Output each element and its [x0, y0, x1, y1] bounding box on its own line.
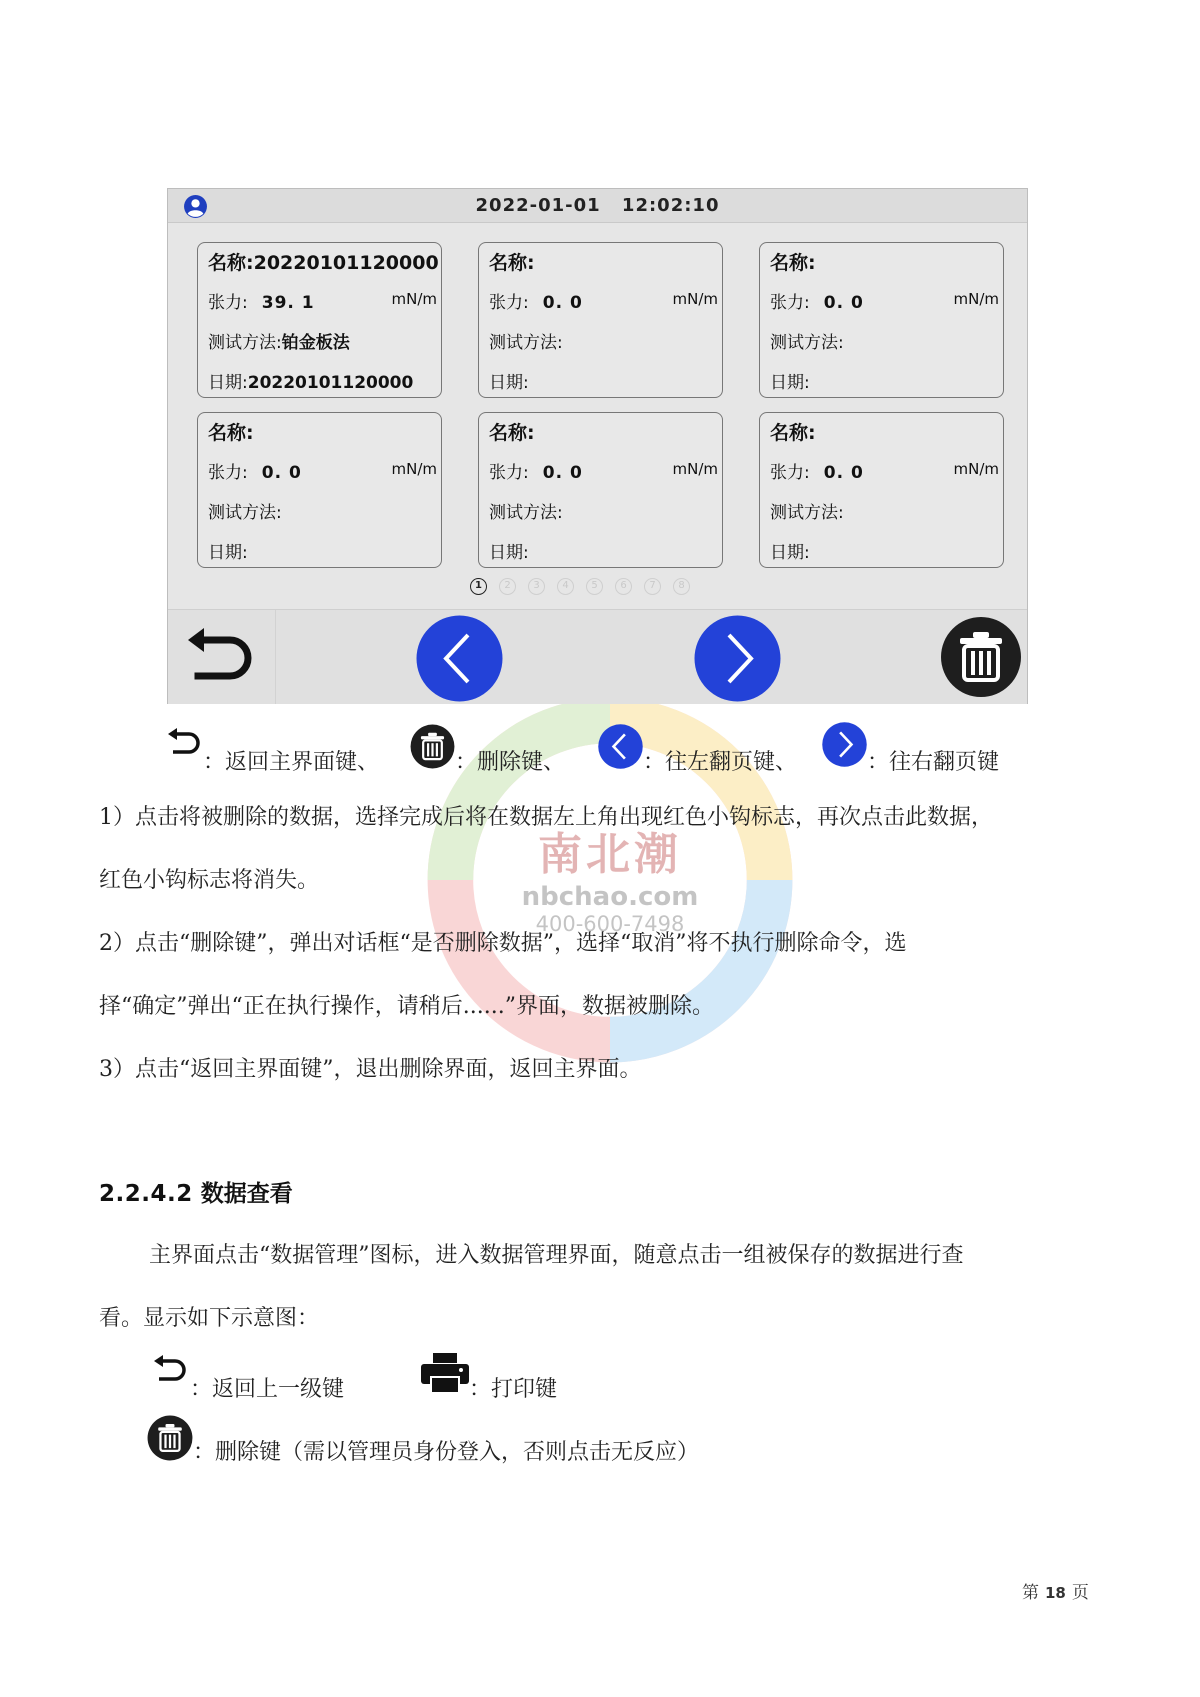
card-date-value: 20220101120000 — [247, 373, 414, 393]
card-tension-label: 张力: — [489, 463, 529, 483]
page-dot[interactable]: 4 — [557, 578, 574, 595]
data-card[interactable] — [759, 412, 1004, 568]
page-dot[interactable]: 1 — [470, 578, 487, 595]
card-name-row — [770, 418, 1001, 445]
card-method-label: 测试方法: — [208, 333, 282, 353]
section-heading — [99, 1175, 293, 1208]
datetime: 2022-01-01 12:02:10 — [475, 195, 720, 216]
card-name-label: 名称: — [770, 252, 816, 274]
legend2-delete-text: ：删除键（需以管理员身份登入，否则点击无反应） — [193, 1440, 700, 1465]
page-dot[interactable]: 8 — [673, 578, 690, 595]
card-date-label: 日期: — [770, 373, 810, 393]
card-date-label: 日期: — [208, 373, 248, 393]
card-unit: mN/m — [953, 290, 999, 308]
card-tension-row — [208, 288, 439, 313]
card-tension-value: 0. 0 — [823, 293, 864, 313]
card-tension-row — [770, 288, 1001, 313]
card-date-row — [770, 368, 1001, 393]
card-unit: mN/m — [672, 460, 718, 478]
device-screen — [167, 188, 1028, 704]
card-date-row — [208, 538, 439, 563]
card-tension-value: 0. 0 — [823, 463, 864, 483]
trash-icon — [147, 1415, 193, 1461]
printer-icon — [421, 1353, 469, 1393]
card-name-label: 名称: — [208, 252, 254, 274]
card-method-value: 铂金板法 — [281, 333, 350, 353]
page-footer — [1022, 1578, 1089, 1603]
card-method-row — [770, 498, 1001, 523]
page-dot[interactable]: 3 — [528, 578, 545, 595]
card-date-row — [770, 538, 1001, 563]
legend-back-text: ：返回主界面键、 — [203, 750, 380, 775]
card-method-row — [770, 328, 1001, 353]
page-number: 18 — [1045, 1584, 1066, 1602]
card-unit: mN/m — [391, 290, 437, 308]
data-card[interactable] — [478, 242, 723, 398]
data-card[interactable] — [478, 412, 723, 568]
card-name-label: 名称: — [208, 422, 254, 444]
trash-icon — [410, 724, 455, 769]
card-method-label: 测试方法: — [208, 503, 282, 523]
section-number: 2.2.4.2 — [99, 1181, 193, 1207]
card-method-row — [208, 328, 439, 353]
legend-prev-text: ：往左翻页键、 — [643, 750, 798, 775]
legend-next-text: ：往右翻页键 — [867, 750, 1000, 775]
back-arrow-icon[interactable] — [186, 628, 256, 690]
card-tension-value: 0. 0 — [542, 293, 583, 313]
footer-suffix: 页 — [1071, 1583, 1089, 1603]
card-tension-label: 张力: — [208, 293, 248, 313]
card-name-row — [208, 418, 439, 445]
card-date-row — [208, 368, 439, 393]
card-method-label: 测试方法: — [770, 503, 844, 523]
paragraph-3: 3）点击“返回主界面键”，退出删除界面，返回主界面。 — [99, 1057, 642, 1082]
prev-page-button[interactable] — [416, 615, 503, 702]
card-name-label: 名称: — [770, 422, 816, 444]
paragraph-1-line-1: 1）点击将被删除的数据，选择完成后将在数据左上角出现红色小钩标志，再次点击此数据， — [99, 805, 994, 830]
card-date-row — [489, 368, 720, 393]
card-name-label: 名称: — [489, 422, 535, 444]
chevron-left-icon — [598, 724, 643, 769]
card-tension-row — [208, 458, 439, 483]
page-dot[interactable]: 6 — [615, 578, 632, 595]
section-title: 数据查看 — [200, 1181, 293, 1207]
card-name-label: 名称: — [489, 252, 535, 274]
card-method-label: 测试方法: — [489, 503, 563, 523]
card-date-label: 日期: — [770, 543, 810, 563]
page-dot[interactable]: 7 — [644, 578, 661, 595]
card-name-row — [489, 248, 720, 275]
card-name-row — [770, 248, 1001, 275]
card-unit: mN/m — [391, 460, 437, 478]
legend2-back-text: ：返回上一级键 — [190, 1377, 345, 1402]
card-tension-label: 张力: — [208, 463, 248, 483]
card-tension-label: 张力: — [770, 463, 810, 483]
page-dot[interactable]: 5 — [586, 578, 603, 595]
card-name-row — [489, 418, 720, 445]
card-method-label: 测试方法: — [489, 333, 563, 353]
card-name-value: 20220101120000 — [253, 252, 439, 274]
card-name-row — [208, 248, 439, 275]
card-unit: mN/m — [953, 460, 999, 478]
card-tension-value: 0. 0 — [261, 463, 302, 483]
watermark-brand: 南北潮 — [538, 829, 682, 880]
device-toolbar — [168, 609, 1027, 704]
chevron-right-icon — [822, 722, 867, 767]
card-tension-label: 张力: — [489, 293, 529, 313]
card-method-row — [489, 328, 720, 353]
paragraph-2-line-2: 择“确定”弹出“正在执行操作，请稍后......”界面，数据被删除。 — [99, 994, 714, 1019]
data-card[interactable] — [759, 242, 1004, 398]
paragraph-2-line-1: 2）点击“删除键”，弹出对话框“是否删除数据”，选择“取消”将不执行删除命令，选 — [99, 931, 907, 956]
next-page-button[interactable] — [694, 615, 781, 702]
section-body-line-2: 看。显示如下示意图： — [99, 1306, 320, 1331]
legend-delete-text: ：删除键、 — [455, 750, 566, 775]
card-method-label: 测试方法: — [770, 333, 844, 353]
card-date-label: 日期: — [208, 543, 248, 563]
page-dot[interactable]: 2 — [499, 578, 516, 595]
trash-icon[interactable] — [940, 616, 1022, 698]
card-date-label: 日期: — [489, 543, 529, 563]
data-card[interactable] — [197, 412, 442, 568]
watermark-phone: 400-600-7498 — [535, 912, 685, 936]
card-method-row — [489, 498, 720, 523]
data-card[interactable] — [197, 242, 442, 398]
card-tension-row — [489, 458, 720, 483]
page-indicator — [470, 578, 690, 598]
device-header — [168, 189, 1027, 223]
watermark-text — [500, 818, 720, 936]
section-body-line-1: 主界面点击“数据管理”图标，进入数据管理界面，随意点击一组被保存的数据进行查 — [149, 1243, 964, 1268]
card-method-row — [208, 498, 439, 523]
card-tension-row — [489, 288, 720, 313]
paragraph-1-line-2: 红色小钩标志将消失。 — [99, 868, 320, 893]
toolbar-divider — [275, 610, 276, 704]
footer-prefix: 第 — [1022, 1583, 1039, 1603]
back-arrow-icon — [153, 1355, 189, 1387]
card-date-row — [489, 538, 720, 563]
card-tension-value: 0. 0 — [542, 463, 583, 483]
watermark-site: nbchao.com — [521, 882, 699, 912]
card-tension-label: 张力: — [770, 293, 810, 313]
legend2-print-text: ：打印键 — [469, 1377, 558, 1402]
back-arrow-icon — [167, 728, 203, 760]
card-tension-row — [770, 458, 1001, 483]
card-unit: mN/m — [672, 290, 718, 308]
card-date-label: 日期: — [489, 373, 529, 393]
card-tension-value: 39. 1 — [261, 293, 315, 313]
